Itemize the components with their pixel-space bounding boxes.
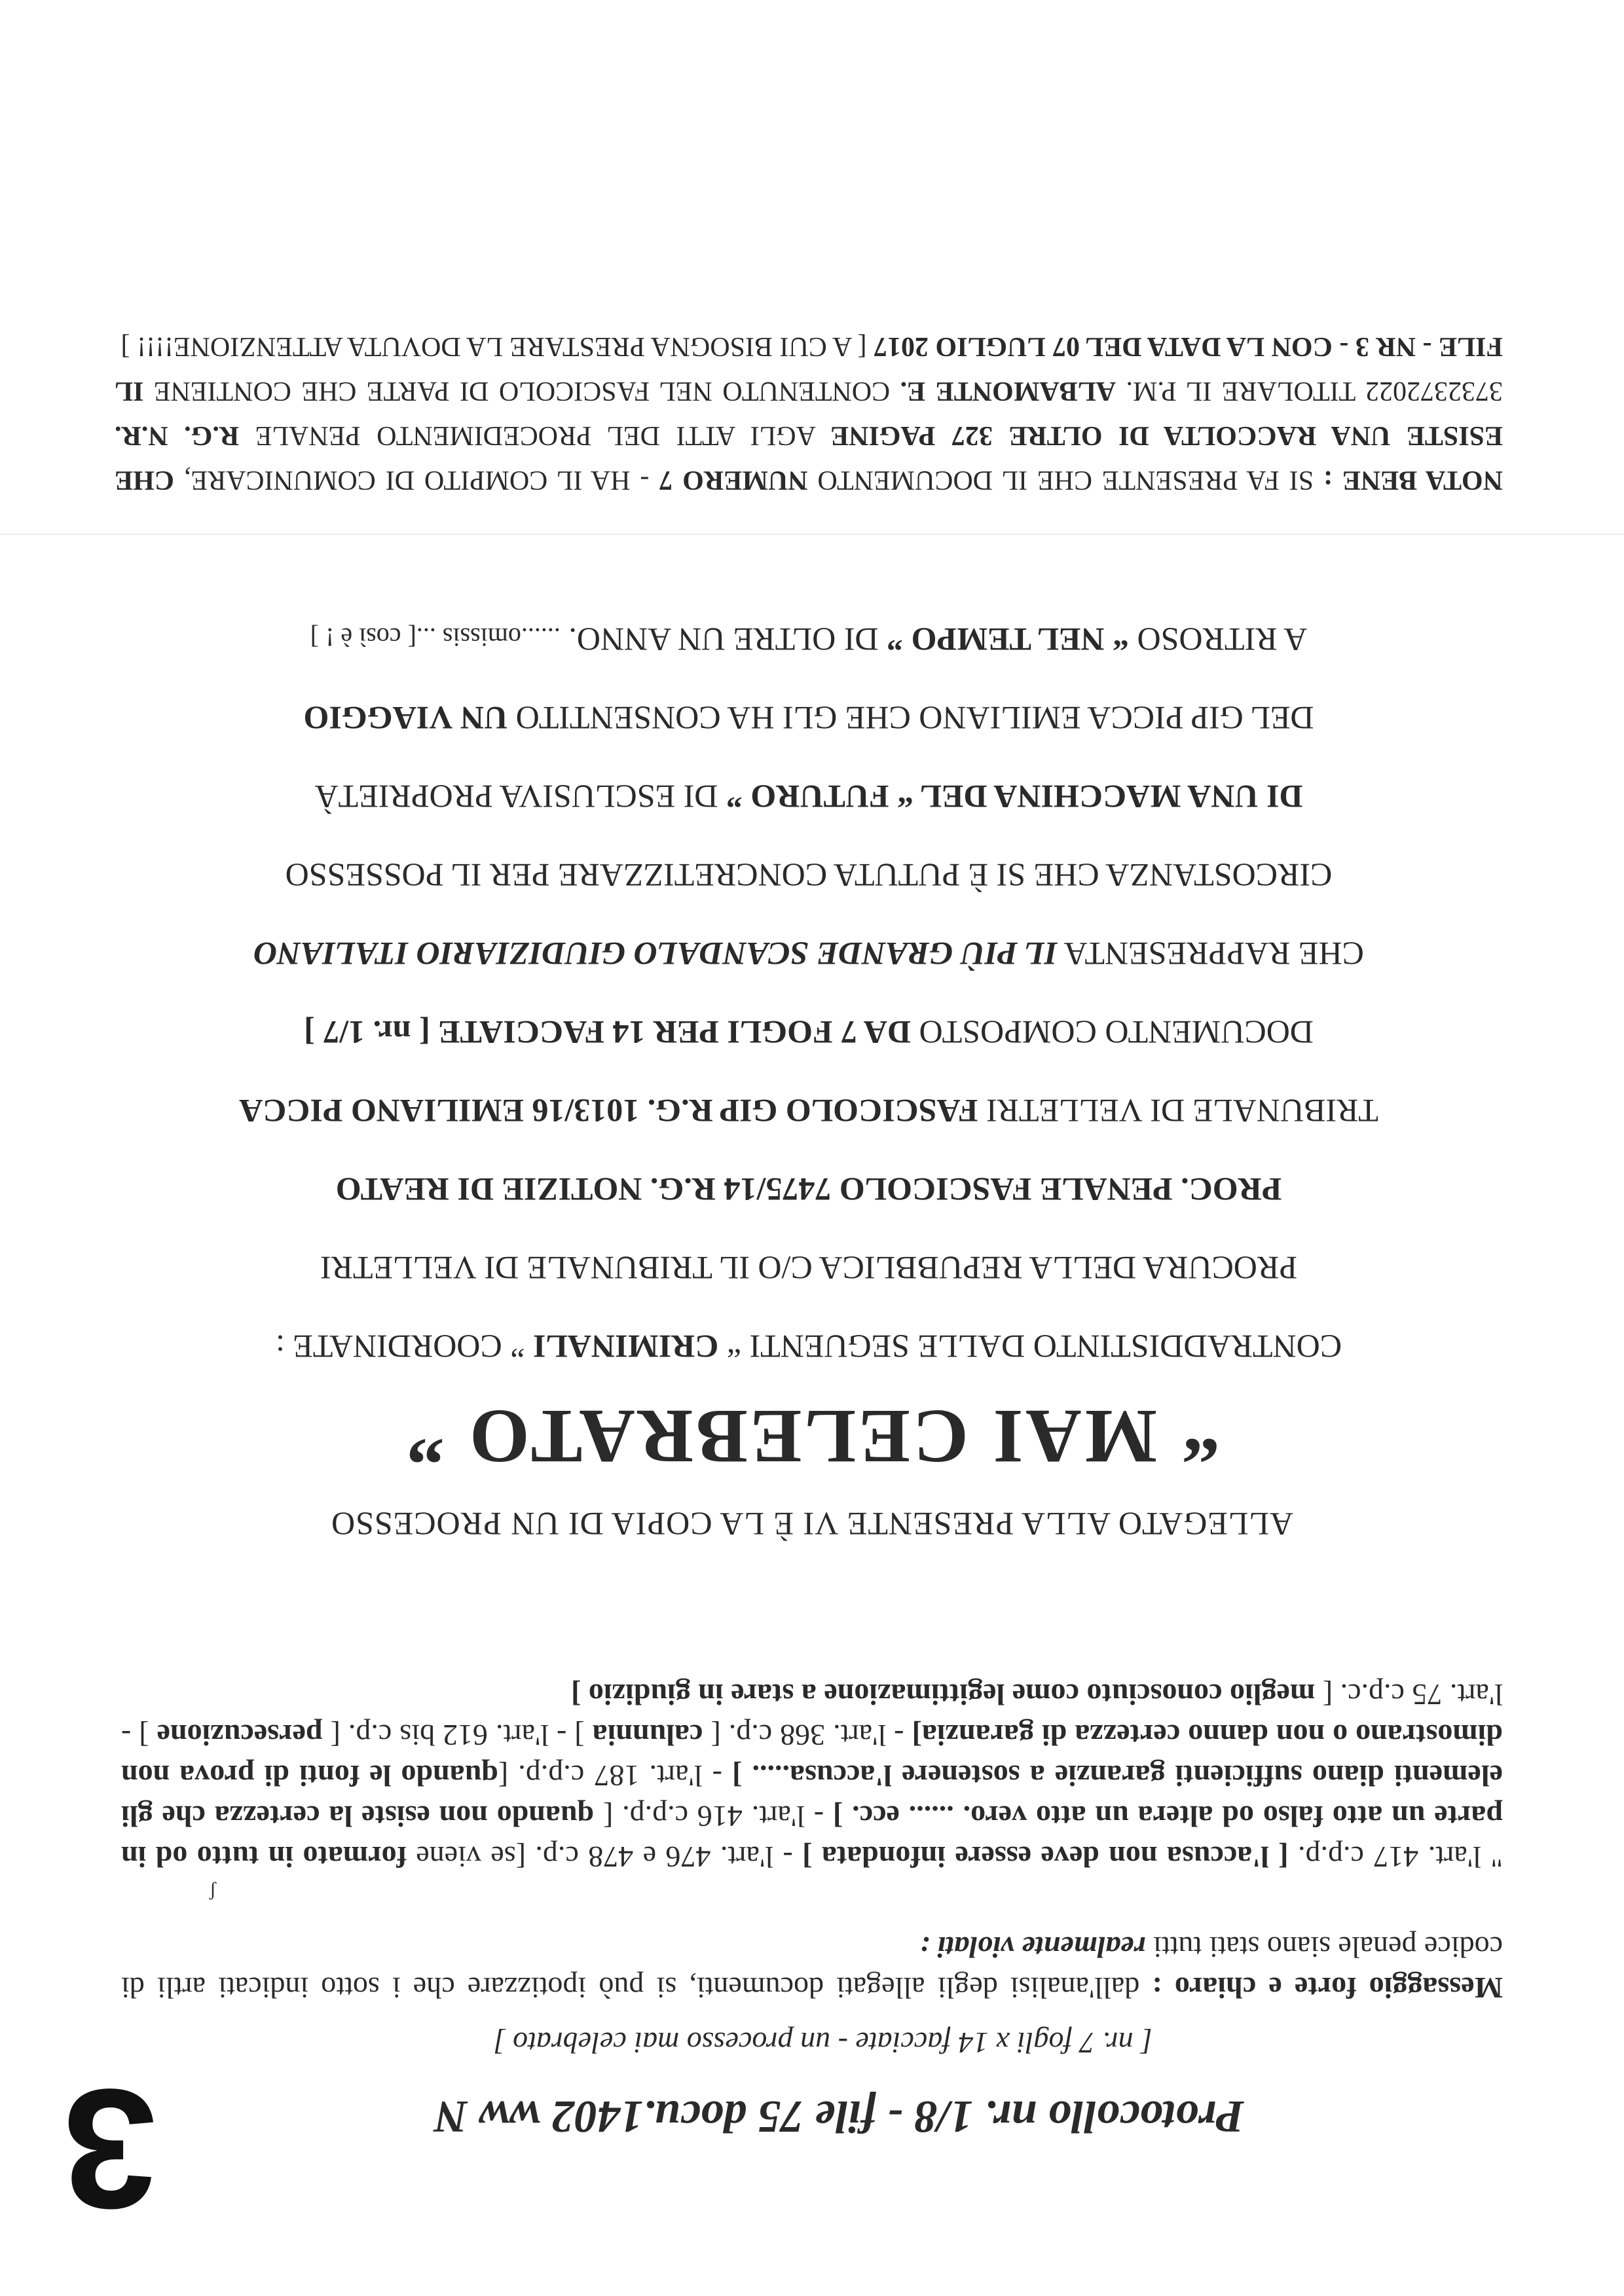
article-368-desc: calunnia [592, 1719, 703, 1752]
coord-bold: “ NEL TEMPO ” [887, 621, 1130, 658]
coord-bold: DI UNA MACCHINA DEL “ FUTURO ” [726, 778, 1303, 815]
message-text: dall'analisi degli allegati documenti, si può ipotizzare che i sotto indicati artli di codice penale siano stati tutti [121, 1931, 1503, 2005]
coord-line-7: CIRCOSTANZA CHE SI È PUTUTA CONCRETIZZARE PER IL POSSESSO [285, 857, 1333, 894]
nota-bold: IL FILE - NR 3 - CON LA DATA DEL 07 LUGLIO 2017 [115, 331, 1503, 406]
coord-line-10 [131, 617, 1486, 659]
coord-bold: CRIMINALI [532, 1328, 719, 1365]
protocol-heading: Protocollo nr. 1/8 - file 75 docu.1402 ww N [434, 2091, 1244, 2141]
margin-mark: ʃ [210, 1882, 216, 1903]
coord-line-6 [131, 934, 1486, 974]
page-number: 3 [62, 2054, 157, 2244]
coord-bold-italic: IL PIÙ GRANDE SCANDALO GIUDIZIARIO ITALIANO [253, 936, 1058, 972]
coord-text: DI OLTRE UN ANNO. [560, 621, 887, 658]
coord-bold: DA 7 FOGLI PER 14 FACCIATE [ nr. 1/7 ] [304, 1014, 911, 1051]
protocol-subtitle: [ nr. 7 fogli x 14 facciate - un processo mai celebrato ] [493, 2026, 1153, 2060]
message-emphasis: realmente violati : [919, 1931, 1146, 1964]
coord-line-2: PROCURA DELLA REPUBBLICA C/O IL TRIBUNALE DI VELLETRI [320, 1250, 1298, 1286]
coord-line-1 [131, 1327, 1486, 1366]
article-416-desc: quando non esiste la certezza che gli elementi diano sufficienti garanzie a sostenere l'accusa..... ] [121, 1759, 1503, 1833]
article-75: ] - l'art. 75 c.p.c. [ [120, 1678, 1503, 1752]
article-187: - l'art. 187 c.p.p. [ [498, 1759, 733, 1793]
attachment-line: ALLEGATO ALLA PRESENTE VI È LA COPIA DI UN PROCESSO [330, 1506, 1294, 1542]
coord-omissis: ......omissis ...[ così è ! ] [310, 623, 561, 652]
coord-text: CONTRADDISTINTO DALLE SEGUENTI “ [718, 1328, 1342, 1365]
articles-paragraph [121, 1674, 1503, 1877]
nota-bene-paragraph [115, 324, 1503, 502]
coord-line-8 [131, 777, 1486, 816]
coord-line-4 [131, 1091, 1486, 1131]
article-476-desc: formato in tutto od in parte un atto falso od altera un atto vero. ...... ecc. ] [121, 1800, 1503, 1874]
article-417: " l'art. 417 c.p.p. [1288, 1840, 1503, 1874]
coord-line-9 [131, 699, 1486, 738]
coord-line-3: PROC. PENALE FASCICOLO 7475/14 R.G. NOTIZIE DI REATO [335, 1171, 1282, 1208]
article-368: - l'art. 368 c.p. [ [703, 1719, 912, 1752]
nota-lead: NOTA BENE : [1323, 465, 1503, 495]
article-75-desc: meglio conosciuto come legittimazione a stare in giudizio ] [571, 1678, 1316, 1711]
coord-text: DOCUMENTO COMPOSTO [911, 1014, 1314, 1051]
coord-bold: FASCICOLO GIP R.G. 1013/16 EMILIANO PICCA [239, 1093, 978, 1129]
coord-text: TRIBUNALE DI VELLETRI [978, 1093, 1378, 1129]
message-lead: Messaggio forte e chiaro : [1152, 1971, 1503, 2005]
coord-text: CHE RAPPRESENTA [1057, 936, 1364, 972]
nota-text: AGLI ATTI DEL PROCEDIMENTO PENALE [239, 420, 831, 450]
article-417-desc: [ l'accusa non deve essere infondata ] [802, 1840, 1289, 1874]
nota-text: SI FA PRESENTE CHE IL DOCUMENTO [807, 465, 1323, 495]
nota-text: - HA IL COMPITO DI COMUNICARE, [174, 465, 659, 495]
coord-line-5 [131, 1013, 1486, 1052]
article-187-desc: quando le fonti di prova non dimostrano o non danno certezza di garanzia] [121, 1719, 1503, 1793]
scan-line [0, 534, 1624, 535]
coord-text: ” COORDINATE : [275, 1328, 533, 1365]
nota-text: CONTENUTO NEL FASCICOLO DI PARTE CHE CONTIENE [143, 376, 900, 406]
nota-bold: R.G. N.R. [115, 420, 240, 450]
article-612: ] - l'art. 612 bis c.p. [ [322, 1719, 593, 1752]
article-416: - l'art. 416 c.p.p. [ [594, 1800, 833, 1833]
message-paragraph [121, 1927, 1503, 2008]
nota-bold: ALBAMONTE E. [900, 376, 1116, 406]
nota-text: [ A CUI BISOGNA PRESTARE LA DOVUTA ATTENZIONE!!!! ] [120, 331, 874, 361]
coord-text: DEL GIP PICCA EMILIANO CHE GLI HA CONSENTITO [507, 700, 1314, 737]
coord-text: A RITROSO [1129, 621, 1308, 658]
nota-bold: NUMERO 7 [659, 465, 808, 495]
article-612-desc: persecuzione [157, 1719, 323, 1752]
coord-text: DI ESCLUSIVA PROPRIETÀ [314, 778, 726, 815]
article-476: - l'art. 476 e 478 c.p. [se viene [406, 1840, 803, 1874]
document-title: “ MAI CELEBRATO ” [403, 1394, 1221, 1480]
coord-bold: UN VIAGGIO [303, 700, 508, 737]
nota-text: 3732372022 TITOLARE IL P.M. [1116, 376, 1503, 406]
nota-bold: CHE ESISTE UNA RACCOLTA DI OLTRE 327 PAGINE [115, 420, 1503, 495]
